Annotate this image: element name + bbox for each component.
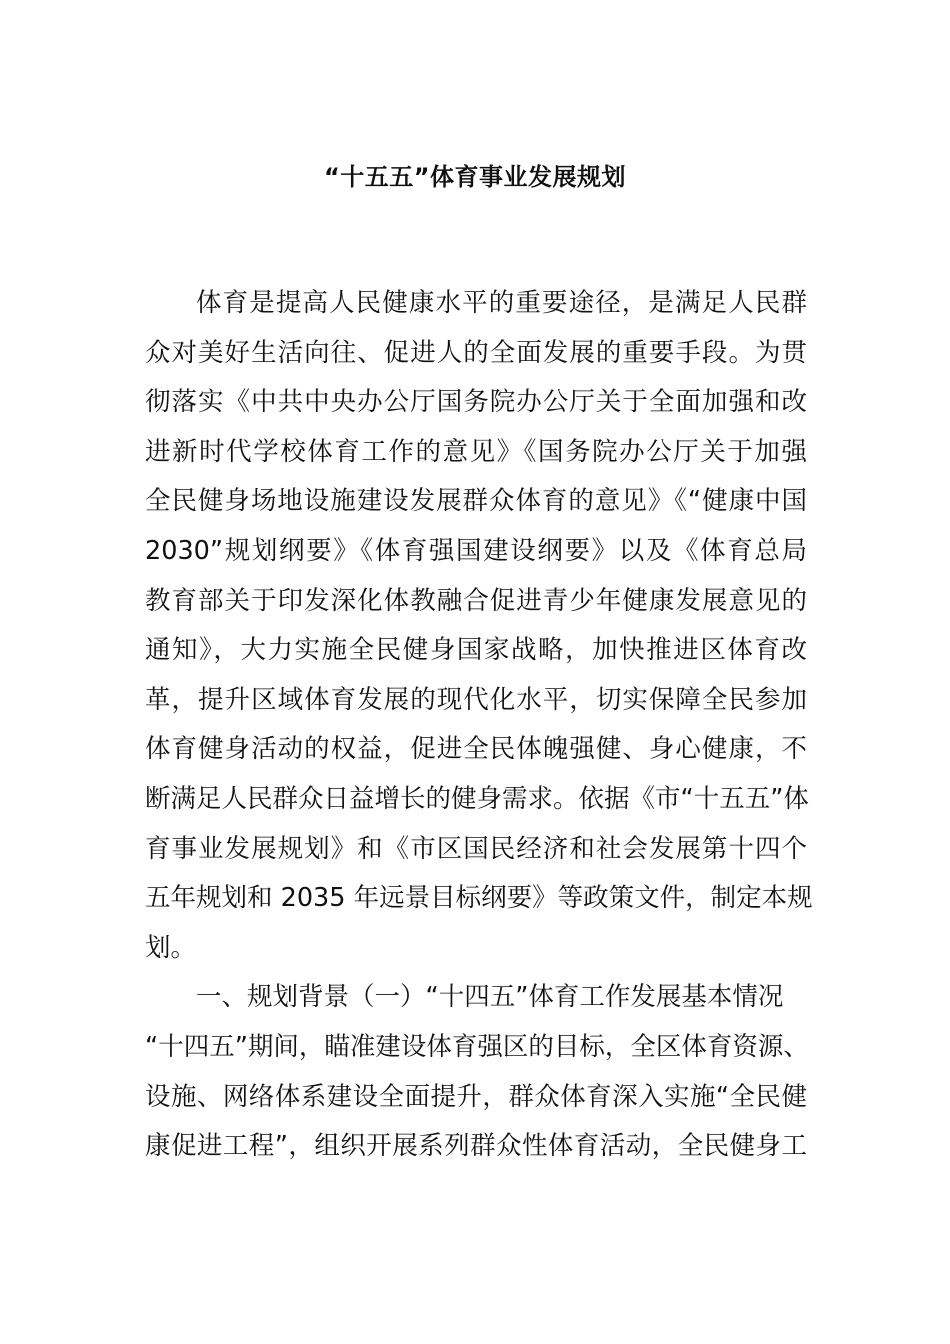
paragraph-line: 通知》，大力实施全民健身国家战略，加快推进区体育改 bbox=[145, 635, 807, 666]
paragraph-line: 五年规划和 2035 年远景目标纲要》等政策文件，制定本规 bbox=[145, 883, 813, 914]
paragraph-line: 断满足人民群众日益增长的健身需求。依据《市“十五五”体 bbox=[145, 783, 809, 814]
paragraph-line: “十四五”期间，瞄准建设体育强区的目标，全区体育资源、 bbox=[145, 1031, 809, 1062]
paragraph-line: 2030”规划纲要》《体育强国建设纲要》以及《体育总局 bbox=[145, 535, 807, 566]
paragraph-line: 教育部关于印发深化体教融合促进青少年健康发展意见的 bbox=[145, 585, 807, 616]
document-title: “十五五”体育事业发展规划 bbox=[323, 163, 627, 191]
paragraph-line: 育事业发展规划》和《市区国民经济和社会发展第十四个 bbox=[145, 833, 807, 864]
paragraph-line: 革，提升区域体育发展的现代化水平，切实保障全民参加 bbox=[145, 684, 807, 715]
paragraph-line: 体育健身活动的权益，促进全民体魄强健、身心健康，不 bbox=[145, 734, 807, 765]
paragraph-line: 康促进工程”，组织开展系列群众性体育活动，全民健身工 bbox=[145, 1131, 807, 1162]
paragraph-line: 彻落实《中共中央办公厅国务院办公厅关于全面加强和改 bbox=[145, 387, 807, 418]
paragraph-line: 众对美好生活向往、促进人的全面发展的重要手段。为贯 bbox=[145, 337, 807, 368]
section-heading-line: 一、规划背景（一）“十四五”体育工作发展基本情况 bbox=[196, 982, 784, 1013]
document-body bbox=[145, 279, 813, 1172]
paragraph-line: 设施、网络体系建设全面提升，群众体育深入实施“全民健 bbox=[145, 1081, 807, 1112]
paragraph-line: 全民健身场地设施建设发展群众体育的意见》《“健康中国 bbox=[145, 486, 807, 517]
paragraph-line: 进新时代学校体育工作的意见》《国务院办公厅关于加强 bbox=[145, 436, 807, 467]
paragraph-line: 划。 bbox=[145, 932, 197, 963]
paragraph-line: 体育是提高人民健康水平的重要途径，是满足人民群 bbox=[196, 288, 807, 318]
